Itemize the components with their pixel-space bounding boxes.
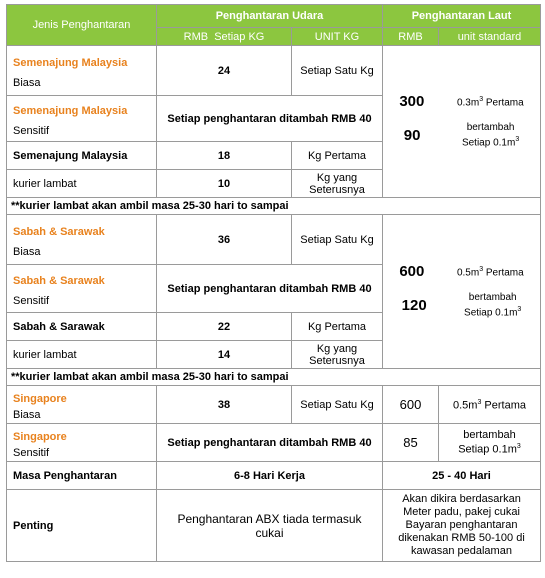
malaysia-lambat-unit-next: Kg yang Seterusnya xyxy=(292,170,383,198)
masa-laut: 25 - 40 Hari xyxy=(383,462,541,490)
sabah-name-2: Sabah & Sarawak xyxy=(13,274,105,287)
singapore-sensitif-label: Sensitif xyxy=(13,446,50,459)
singapore-sea-unit-2b: Setiap 0.1m xyxy=(458,443,517,456)
sabah-sensitif-name xyxy=(7,265,157,313)
malaysia-sea-unit-1b: Pertama xyxy=(483,97,524,109)
malaysia-lambat-price-first: 18 xyxy=(157,142,292,170)
sup-3: 3 xyxy=(477,399,482,407)
sabah-sea-price-2: 120 xyxy=(401,297,427,315)
sabah-lambat-price-next: 14 xyxy=(157,341,292,369)
penting-label: Penting xyxy=(7,490,157,562)
penting-udara: Penghantaran ABX tiada termasuk cukai xyxy=(157,490,383,562)
sabah-lambat-name: Sabah & Sarawak xyxy=(7,313,157,341)
masa-udara: 6-8 Hari Kerja xyxy=(157,462,383,490)
sabah-sea-unit-2 xyxy=(464,292,521,319)
malaysia-name-2: Semenajung Malaysia xyxy=(13,104,128,117)
malaysia-sea-row-2 xyxy=(383,116,540,155)
malaysia-lambat-price-next: 10 xyxy=(157,170,292,198)
sup-3: 3 xyxy=(515,136,520,144)
singapore-sea-price-2: 85 xyxy=(383,424,439,462)
sabah-lambat-unit-next: Kg yang Seterusnya xyxy=(292,341,383,369)
malaysia-sea-rates xyxy=(383,46,541,198)
malaysia-lambat-label: kurier lambat xyxy=(7,170,157,198)
sabah-name: Sabah & Sarawak xyxy=(13,225,105,238)
singapore-sea-unit-1a: 0.5m xyxy=(452,399,478,412)
sup-3: 3 xyxy=(517,306,522,314)
malaysia-biasa-name xyxy=(7,46,157,96)
header-laut: Penghantaran Laut xyxy=(383,5,541,28)
sabah-lambat-label: kurier lambat xyxy=(7,341,157,369)
singapore-sensitif-name xyxy=(7,424,157,462)
singapore-sea-unit-2 xyxy=(439,424,541,462)
singapore-sea-price-1: 600 xyxy=(383,386,439,424)
malaysia-biasa-unit: Setiap Satu Kg xyxy=(292,46,383,96)
malaysia-sea-unit-2b: Setiap 0.1m xyxy=(461,137,516,149)
sabah-sea-row-1 xyxy=(383,257,540,286)
sabah-sea-unit-2a: bertambah xyxy=(468,292,517,304)
malaysia-sensitif-label: Sensitif xyxy=(13,124,50,137)
sabah-biasa-name xyxy=(7,215,157,265)
singapore-name-2: Singapore xyxy=(13,430,67,443)
singapore-sea-unit-1 xyxy=(439,386,541,424)
sabah-biasa-label: Biasa xyxy=(13,245,41,258)
sup-3: 3 xyxy=(479,266,484,274)
malaysia-sea-price-2: 90 xyxy=(403,127,421,145)
sabah-lambat-price-first: 22 xyxy=(157,313,292,341)
singapore-biasa-name xyxy=(7,386,157,424)
malaysia-sensitif-name xyxy=(7,96,157,142)
malaysia-sea-unit-2 xyxy=(462,122,519,149)
sabah-sea-price-1: 600 xyxy=(399,263,425,281)
malaysia-sea-unit-1 xyxy=(457,94,524,109)
malaysia-sea-row-1 xyxy=(383,87,540,116)
singapore-biasa-price: 38 xyxy=(157,386,292,424)
malaysia-sensitif-text: Setiap penghantaran ditambah RMB 40 xyxy=(157,96,383,142)
sup-3: 3 xyxy=(516,443,521,451)
sabah-sea-unit-1 xyxy=(457,264,524,279)
malaysia-sea-unit-1a: 0.3m xyxy=(456,97,480,109)
sabah-biasa-price: 36 xyxy=(157,215,292,265)
malaysia-sea-unit-2a: bertambah xyxy=(466,122,515,134)
header-jenis: Jenis Penghantaran xyxy=(7,5,157,46)
header-udara-unit: UNIT KG xyxy=(292,28,383,46)
singapore-sea-unit-1b: Pertama xyxy=(481,399,526,412)
header-udara-rmb-setiap xyxy=(157,28,292,46)
sabah-sea-row-2 xyxy=(383,286,540,325)
header-laut-unit: unit standard xyxy=(439,28,541,46)
sabah-sensitif-text: Setiap penghantaran ditambah RMB 40 xyxy=(157,265,383,313)
malaysia-biasa-price: 24 xyxy=(157,46,292,96)
singapore-name: Singapore xyxy=(13,392,67,405)
malaysia-lambat-unit-first: Kg Pertama xyxy=(292,142,383,170)
header-udara: Penghantaran Udara xyxy=(157,5,383,28)
sabah-sea-unit-1a: 0.5m xyxy=(456,267,480,279)
sabah-lambat-unit-first: Kg Pertama xyxy=(292,313,383,341)
sabah-sea-rates xyxy=(383,215,541,369)
shipping-rate-table xyxy=(6,4,541,562)
sup-3: 3 xyxy=(479,96,484,104)
singapore-sea-unit-2a: bertambah xyxy=(463,429,516,442)
singapore-biasa-label: Biasa xyxy=(13,408,41,421)
malaysia-name: Semenajung Malaysia xyxy=(13,56,128,69)
sabah-biasa-unit: Setiap Satu Kg xyxy=(292,215,383,265)
sabah-sea-unit-1b: Pertama xyxy=(483,267,524,279)
note-kurier-lambat-1: **kurier lambat akan ambil masa 25-30 hari to sampai xyxy=(7,198,541,215)
malaysia-biasa-label: Biasa xyxy=(13,76,41,89)
sabah-sensitif-label: Sensitif xyxy=(13,294,50,307)
malaysia-sea-price-1: 300 xyxy=(399,93,425,111)
masa-label: Masa Penghantaran xyxy=(7,462,157,490)
singapore-biasa-unit: Setiap Satu Kg xyxy=(292,386,383,424)
sabah-sea-unit-2b: Setiap 0.1m xyxy=(464,307,518,319)
header-udara-rmb: RMB xyxy=(183,30,209,43)
header-laut-rmb: RMB xyxy=(383,28,439,46)
penting-laut: Akan dikira berdasarkan Meter padu, pakej cukai Bayaran penghantaran dikenakan RMB 50-100 di kawasan pedalaman xyxy=(383,490,541,562)
header-udara-setiap: Setiap KG xyxy=(214,30,265,43)
note-kurier-lambat-2: **kurier lambat akan ambil masa 25-30 hari to sampai xyxy=(7,369,541,386)
singapore-sensitif-text: Setiap penghantaran ditambah RMB 40 xyxy=(157,424,383,462)
malaysia-lambat-name: Semenajung Malaysia xyxy=(7,142,157,170)
